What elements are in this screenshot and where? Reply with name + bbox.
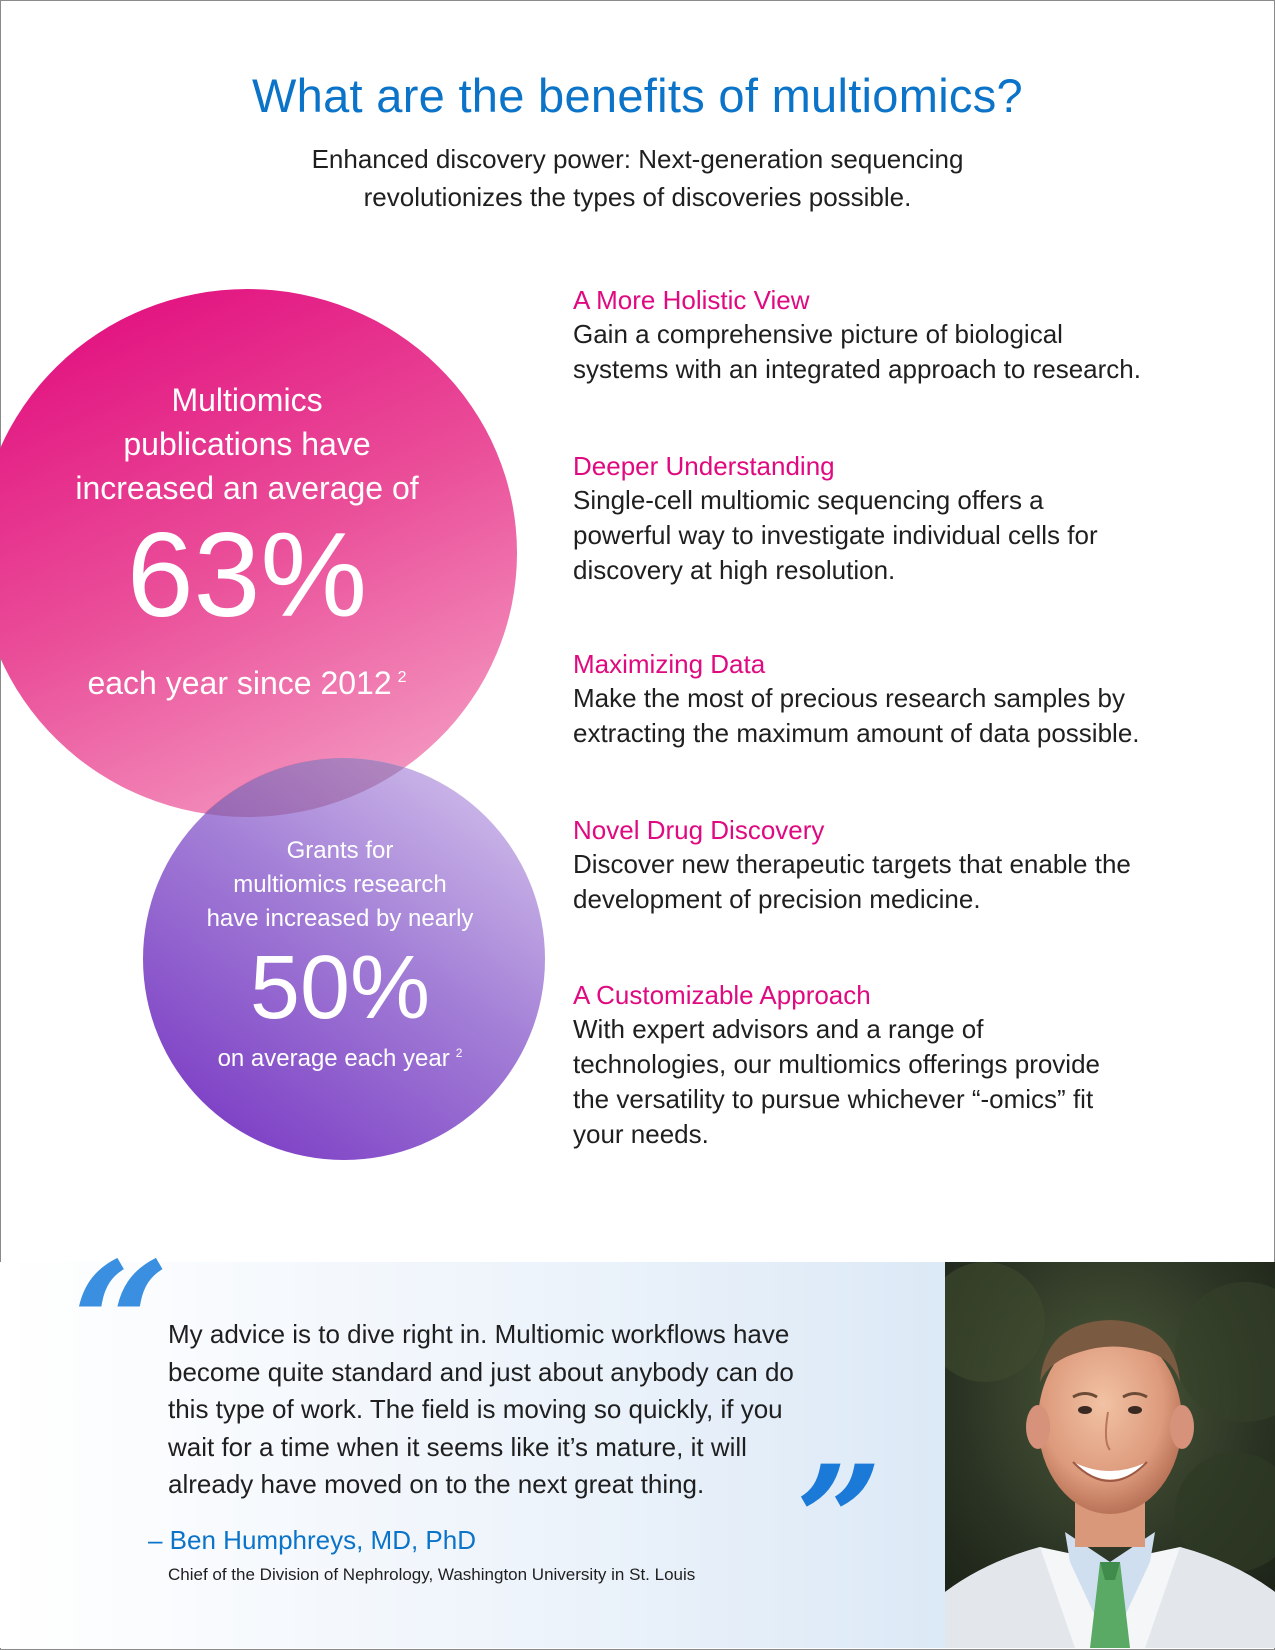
benefit-deeper-understanding bbox=[573, 449, 1233, 588]
open-quote-icon: “ bbox=[72, 1225, 170, 1425]
benefit-line: your needs. bbox=[573, 1119, 709, 1149]
benefit-heading: A More Holistic View bbox=[573, 285, 810, 315]
benefit-line: extracting the maximum amount of data possible. bbox=[573, 718, 1140, 748]
benefit-line: the versatility to pursue whichever “-omics” fit bbox=[573, 1084, 1094, 1114]
benefit-holistic-view bbox=[573, 283, 1233, 387]
benefit-line: technologies, our multiomics offerings provide bbox=[573, 1049, 1101, 1079]
benefit-line: systems with an integrated approach to research. bbox=[573, 354, 1141, 384]
publications-footnote-text: each year since 2012 bbox=[87, 665, 392, 701]
benefit-heading: Novel Drug Discovery bbox=[573, 815, 825, 845]
publications-footnote-ref: 2 bbox=[397, 669, 407, 687]
testimonial-quote bbox=[168, 1316, 888, 1504]
grants-intro-line: have increased by nearly bbox=[206, 905, 474, 932]
grants-intro-line: multiomics research bbox=[233, 871, 447, 898]
testimonial-author: – Ben Humphreys, MD, PhD bbox=[148, 1525, 477, 1555]
grants-footnote-ref: 2 bbox=[455, 1046, 463, 1060]
page-title: What are the benefits of multiomics? bbox=[252, 69, 1023, 122]
publications-intro bbox=[22, 378, 472, 510]
quote-line: wait for a time when it seems like it’s mature, it will bbox=[168, 1431, 747, 1462]
quote-line: this type of work. The field is moving so quickly, if you bbox=[168, 1394, 783, 1424]
benefit-novel-drug-discovery bbox=[573, 813, 1233, 917]
benefit-line: powerful way to investigate individual cells for bbox=[573, 520, 1098, 550]
page-subtitle bbox=[0, 140, 1275, 216]
publications-intro-line: Multiomics bbox=[171, 382, 323, 418]
testimonial-author-role: Chief of the Division of Nephrology, Washington University in St. Louis bbox=[168, 1565, 696, 1584]
subtitle-line: Enhanced discovery power: Next-generation sequencing bbox=[311, 144, 964, 174]
benefit-heading: A Customizable Approach bbox=[573, 980, 871, 1010]
benefit-maximizing-data bbox=[573, 647, 1233, 751]
benefit-line: discovery at high resolution. bbox=[573, 555, 896, 585]
quote-line: already have moved on to the next great thing. bbox=[168, 1469, 705, 1499]
benefit-line: Make the most of precious research samples by bbox=[573, 683, 1126, 713]
grants-footnote bbox=[160, 1044, 520, 1074]
benefit-heading: Maximizing Data bbox=[573, 649, 766, 679]
benefit-line: Discover new therapeutic targets that enable the bbox=[573, 849, 1131, 879]
publications-footnote bbox=[22, 663, 472, 703]
benefit-customizable-approach bbox=[573, 978, 1233, 1152]
subtitle-line: revolutionizes the types of discoveries possible. bbox=[363, 182, 912, 212]
benefit-line: Single-cell multiomic sequencing offers a bbox=[573, 485, 1044, 515]
benefit-line: development of precision medicine. bbox=[573, 884, 981, 914]
grants-intro-line: Grants for bbox=[286, 837, 394, 864]
benefit-line: Gain a comprehensive picture of biological bbox=[573, 319, 1063, 349]
benefit-line: With expert advisors and a range of bbox=[573, 1014, 984, 1044]
grants-stat-value: 50% bbox=[249, 938, 431, 1038]
quote-line: become quite standard and just about anybody can do bbox=[168, 1356, 794, 1387]
quote-line: My advice is to dive right in. Multiomic workflows have bbox=[168, 1319, 790, 1349]
author-portrait-image bbox=[945, 1262, 1275, 1648]
close-quote-icon: ” bbox=[796, 1433, 883, 1609]
publications-intro-line: increased an average of bbox=[75, 470, 419, 506]
grants-footnote-text: on average each year bbox=[217, 1045, 450, 1072]
publications-stat-value: 63% bbox=[126, 508, 368, 642]
publications-intro-line: publications have bbox=[123, 426, 371, 462]
grants-intro bbox=[160, 834, 520, 936]
benefit-heading: Deeper Understanding bbox=[573, 451, 835, 481]
